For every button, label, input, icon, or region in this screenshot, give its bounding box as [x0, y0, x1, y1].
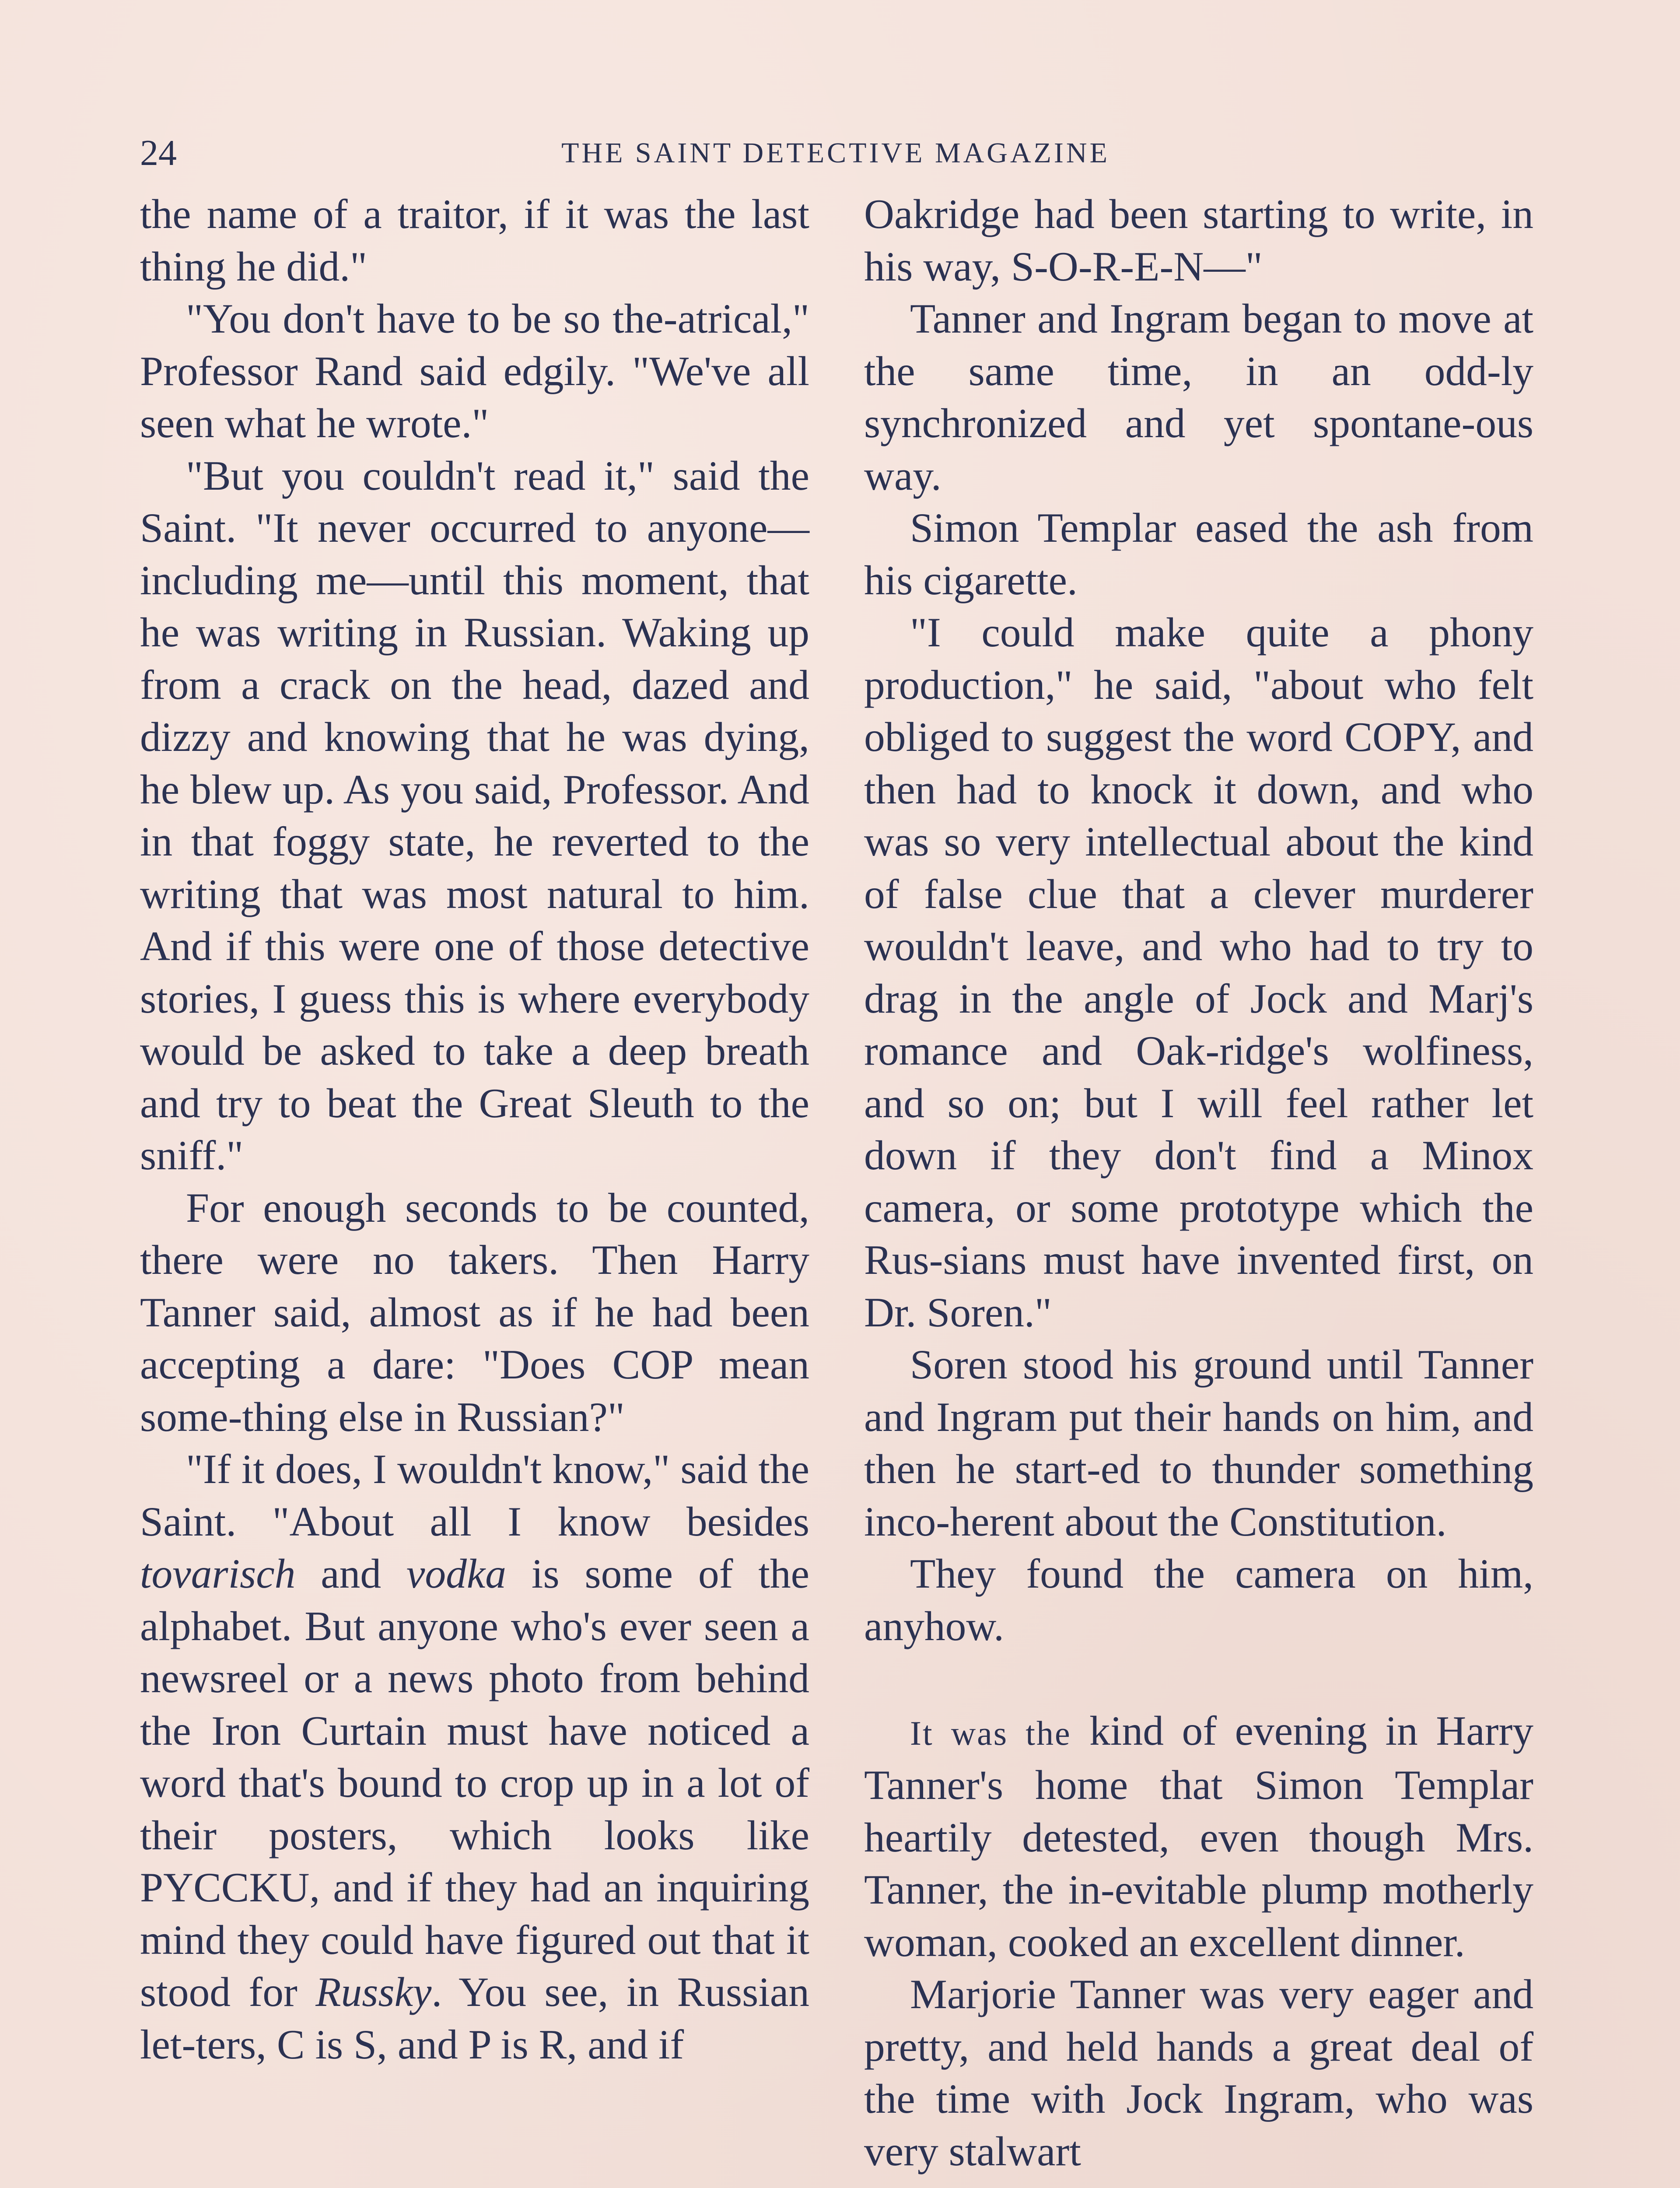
- page-header: [140, 129, 1531, 177]
- text-run: . You see, in Russian let-ters, C is S, and P is R, and if: [140, 1969, 809, 2068]
- text-run: is some of the alphabet. But anyone who's ever seen a newsreel or a news photo from behind the Iron Curtain must have noticed a word that's bound to crop up in a lot of their posters, which looks like PYCCKU, and if they had an inquiring mind they could have figured out that it stood for: [140, 1550, 809, 2015]
- paragraph: "You don't have to be so the-atrical," Professor Rand said edgily. "We've all seen what he wrote.": [140, 295, 809, 446]
- paragraph: For enough seconds to be counted, there were no takers. Then Harry Tanner said, almost as if he had been accepting a dare: "Does COP mean some-thing else in Russian?": [140, 1184, 809, 1440]
- text-run: kind of evening in Harry Tanner's home that Simon Templar heartily detested, even though Mrs. Tanner, the in-evitable plump motherly woman, cooked an excellent dinner.: [864, 1707, 1533, 1965]
- paragraph: "But you couldn't read it," said the Saint. "It never occurred to anyone—including me—until this moment, that he was writing in Russian. Waking up from a crack on the head, dazed and dizzy and knowing that he was dying, he blew up. As you said, Professor. And in that foggy state, he reverted to the writing that was most natural to him. And if this were one of those detective stories, I guess this is where everybody would be asked to take a deep breath and try to beat the Great Sleuth to the sniff.": [140, 452, 809, 1178]
- paragraph: Tanner and Ingram began to move at the same time, in an odd-ly synchronized and yet spontane-ous way.: [864, 295, 1533, 499]
- italic-word: vodka: [406, 1550, 507, 1597]
- paragraph: Simon Templar eased the ash from his cigarette.: [864, 505, 1533, 603]
- paragraph: Oakridge had been starting to write, in his way, S-O-R-E-N—": [864, 191, 1533, 290]
- paragraph: Marjorie Tanner was very eager and pretty, and held hands a great deal of the time with Jock Ingram, who was very stalwart: [864, 1971, 1533, 2174]
- italic-word: tovarisch: [140, 1550, 296, 1597]
- small-caps-lead: It was the: [910, 1714, 1071, 1752]
- italic-word: Russky: [315, 1969, 432, 2015]
- page-number: 24: [140, 133, 177, 173]
- text-run: and: [321, 1550, 382, 1597]
- paragraph: Soren stood his ground until Tanner and Ingram put their hands on him, and then he start-ed to thunder something inco-herent about the Constitution.: [864, 1341, 1533, 1545]
- paragraph: "I could make quite a phony production," he said, "about who felt obliged to suggest the word COPY, and then had to knock it down, and who was so very intellectual about the kind of false clue that a clever murderer wouldn't leave, and who had to try to drag in the angle of Jock and Marj's romance and Oak-ridge's wolfiness, and so on; but I will feel rather let down if they don't find a Minox camera, or some prototype which the Rus-sians must have invented first, on Dr. Soren.": [864, 609, 1533, 1336]
- section-opening-paragraph: [864, 1705, 1533, 1969]
- paragraph: [140, 1443, 809, 2071]
- left-column: [140, 188, 809, 2071]
- paragraph: They found the camera on him, anyhow.: [864, 1550, 1533, 1649]
- right-column: [864, 188, 1533, 2177]
- text-run: "If it does, I wouldn't know," said the Saint. "About all I know besides: [140, 1446, 809, 1545]
- running-title: THE SAINT DETECTIVE MAGAZINE: [561, 137, 1110, 169]
- paragraph: the name of a traitor, if it was the last thing he did.": [140, 191, 809, 290]
